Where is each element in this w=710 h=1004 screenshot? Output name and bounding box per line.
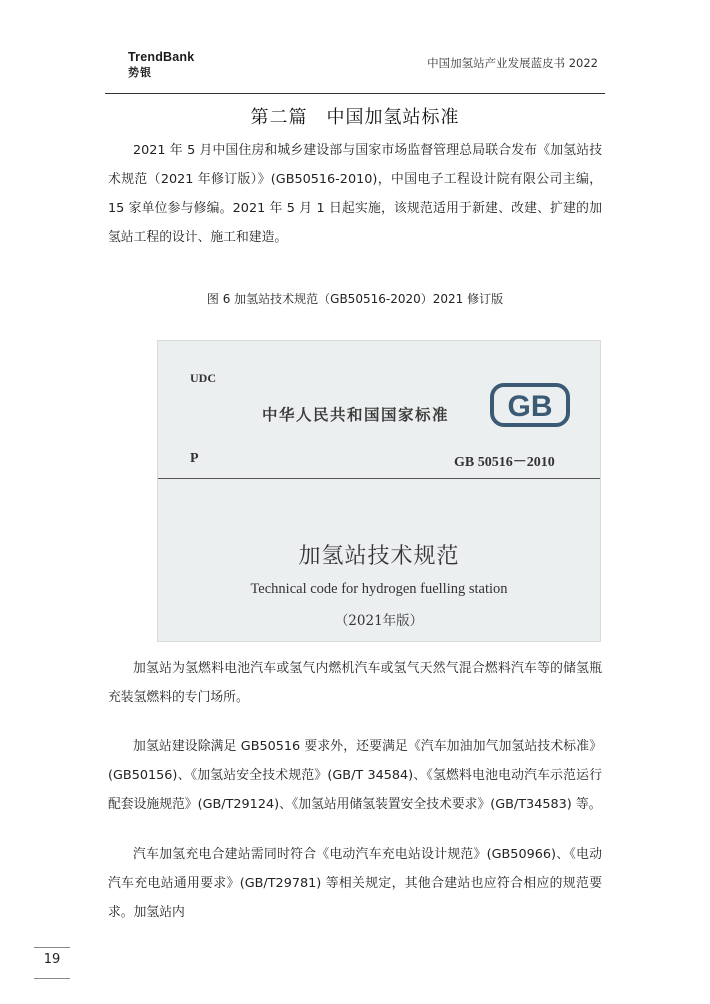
- page-number: 19: [43, 952, 61, 967]
- paragraph-text: 2021 年 5 月中国住房和城乡建设部与国家市场监督管理总局联合发布《加氢站技术规范（2021 年修订版）》(GB50516-2010)，中国电子工程设计院有限公司主编，15 家单位参与修编。2021 年 5 月 1 日起实施，该规范适用于新建、改建、扩建的加氢站工程的设计、施工和建造。: [108, 143, 602, 245]
- cover-title-chinese: 加氢站技术规范: [298, 544, 460, 569]
- paragraph-text: 汽车加氢充电合建站需同时符合《电动汽车充电站设计规范》(GB50966)、《电动汽车充电站通用要求》(GB/T29781) 等相关规定，其他合建站也应符合相应的规范要求。加氢站内: [108, 847, 602, 920]
- cover-standard-number: GB 50516－2010: [454, 455, 555, 470]
- cover-divider: [158, 478, 600, 479]
- cover-category-label: P: [190, 451, 199, 466]
- brand-logo-chinese: 势银: [128, 66, 152, 79]
- paragraph-text: 加氢站建设除满足 GB50516 要求外，还要满足《汽车加油加气加氢站技术标准》(GB50156)、《加氢站安全技术规范》(GB/T 34584)、《氢燃料电池电动汽车示范运行配套设施规范》(GB/T29124)、《加氢站用储氢装置安全技术要求》(GB/T34583) 等。: [108, 739, 602, 812]
- body-paragraph-requirements: [108, 732, 602, 819]
- body-paragraph-combined-station: [108, 840, 602, 927]
- standard-cover-image: [157, 340, 601, 642]
- header-divider: [105, 93, 605, 94]
- body-paragraph-definition: [108, 654, 602, 712]
- cover-edition: （2021年版）: [334, 613, 424, 629]
- brand-logo-text: TrendBank: [128, 50, 195, 64]
- gb-logo-icon: [490, 383, 570, 427]
- figure-caption: 图 6 加氢站技术规范（GB50516-2020）2021 修订版: [206, 292, 504, 306]
- cover-udc-label: UDC: [190, 371, 216, 385]
- body-paragraph-intro: [108, 136, 602, 252]
- document-title: 中国加氢站产业发展蓝皮书 2022: [427, 56, 598, 70]
- section-title: 第二篇 中国加氢站标准: [250, 107, 460, 128]
- paragraph-text: 加氢站为氢燃料电池汽车或氢气内燃机汽车或氢气天然气混合燃料汽车等的储氢瓶充装氢燃料的专门场所。: [108, 661, 602, 705]
- cover-national-standard: 中华人民共和国国家标准: [262, 406, 450, 424]
- gb-logo-text: GB: [507, 390, 553, 423]
- cover-title-english: Technical code for hydrogen fuelling station: [250, 581, 508, 597]
